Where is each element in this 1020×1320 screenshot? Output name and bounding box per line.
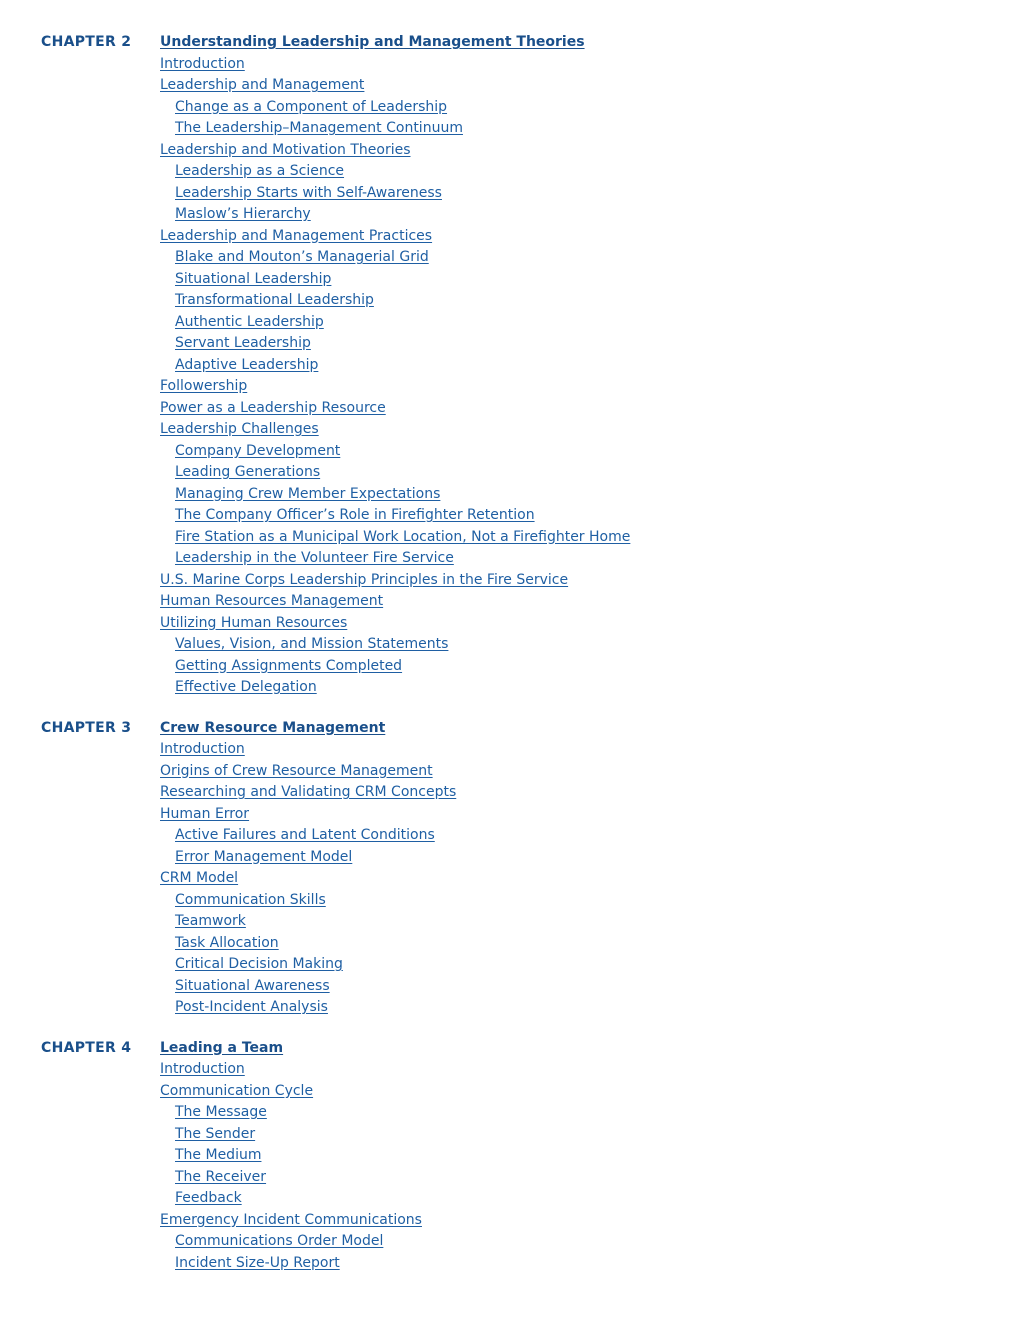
toc-subsection-link[interactable]: Managing Crew Member Expectations — [175, 485, 441, 502]
toc-subsection-link[interactable]: Leadership as a Science — [175, 163, 345, 179]
toc-subsection-link[interactable]: Fire Station as a Municipal Work Location, Not a Firefighter Home — [175, 528, 631, 545]
toc-section-link[interactable]: Utilizing Human Resources — [160, 614, 348, 631]
toc-section-link[interactable]: Introduction — [160, 741, 245, 757]
toc-section-link[interactable]: Emergency Incident Communications — [160, 1211, 422, 1228]
toc-subsection-link[interactable]: The Medium — [175, 1147, 262, 1163]
toc-subsection-link[interactable]: Servant Leadership — [175, 335, 311, 351]
chapter-label: CHAPTER 3 — [41, 719, 132, 736]
toc-subsection-link[interactable]: Teamwork — [175, 913, 246, 929]
toc-section-link[interactable]: Leadership and Management Practices — [160, 227, 433, 244]
toc-subsection-link[interactable]: Authentic Leadership — [175, 313, 324, 330]
chapter-entries — [160, 32, 1020, 699]
toc-subsection-link[interactable]: Adaptive Leadership — [175, 356, 319, 373]
chapter-entries — [160, 1038, 1020, 1275]
toc-section-link[interactable]: Leadership Challenges — [160, 421, 319, 437]
toc-section-link[interactable]: CRM Model — [160, 870, 239, 886]
toc-subsection-link[interactable]: Communications Order Model — [175, 1233, 384, 1249]
toc-section-link[interactable]: Researching and Validating CRM Concepts — [160, 784, 457, 800]
toc-subsection-link[interactable]: The Company Officer’s Role in Firefighter Retention — [175, 507, 535, 523]
toc-subsection-link[interactable]: Active Failures and Latent Conditions — [175, 827, 435, 843]
toc-section-link[interactable]: U.S. Marine Corps Leadership Principles in the Fire Service — [160, 571, 569, 588]
chapter-title-link[interactable]: Understanding Leadership and Management Theories — [160, 34, 585, 50]
toc-subsection-link[interactable]: Company Development — [175, 442, 341, 459]
table-of-contents — [0, 32, 1020, 1293]
toc-subsection-link[interactable]: The Sender — [175, 1125, 256, 1142]
chapter-section — [0, 1038, 1020, 1275]
toc-subsection-link[interactable]: Communication Skills — [175, 891, 326, 908]
toc-subsection-link[interactable]: The Message — [175, 1104, 267, 1120]
toc-subsection-link[interactable]: Getting Assignments Completed — [175, 657, 403, 674]
toc-subsection-link[interactable]: Feedback — [175, 1190, 242, 1206]
toc-section-link[interactable]: Introduction — [160, 1061, 245, 1077]
toc-subsection-link[interactable]: Error Management Model — [175, 848, 353, 865]
toc-subsection-link[interactable]: Blake and Mouton’s Managerial Grid — [175, 249, 429, 265]
toc-section-link[interactable]: Human Resources Management — [160, 593, 384, 609]
toc-subsection-link[interactable]: Effective Delegation — [175, 679, 317, 695]
chapter-entries — [160, 718, 1020, 1019]
toc-section-link[interactable]: Leadership and Motivation Theories — [160, 141, 411, 158]
toc-subsection-link[interactable]: Leadership in the Volunteer Fire Service — [175, 550, 454, 566]
toc-section-link[interactable]: Communication Cycle — [160, 1082, 314, 1099]
toc-section-link[interactable]: Power as a Leadership Resource — [160, 399, 386, 416]
chapter-title-link[interactable]: Crew Resource Management — [160, 719, 386, 736]
toc-section-link[interactable]: Introduction — [160, 55, 245, 72]
toc-subsection-link[interactable]: Task Allocation — [175, 934, 279, 951]
toc-subsection-link[interactable]: Leadership Starts with Self-Awareness — [175, 184, 442, 201]
toc-subsection-link[interactable]: Transformational Leadership — [175, 292, 374, 308]
chapter-label: CHAPTER 4 — [41, 1039, 132, 1056]
toc-section-link[interactable]: Leadership and Management — [160, 77, 365, 93]
toc-subsection-link[interactable]: The Leadership–Management Continuum — [175, 120, 463, 136]
toc-section-link[interactable]: Followership — [160, 378, 248, 394]
toc-subsection-link[interactable]: Post-Incident Analysis — [175, 999, 328, 1015]
toc-subsection-link[interactable]: Maslow’s Hierarchy — [175, 206, 311, 222]
toc-subsection-link[interactable]: Leading Generations — [175, 464, 321, 480]
toc-subsection-link[interactable]: Situational Awareness — [175, 977, 330, 994]
chapter-label: CHAPTER 2 — [41, 34, 132, 50]
toc-subsection-link[interactable]: Critical Decision Making — [175, 956, 343, 972]
chapter-section — [0, 718, 1020, 1019]
toc-section-link[interactable]: Human Error — [160, 805, 250, 822]
toc-section-link[interactable]: Origins of Crew Resource Management — [160, 762, 433, 779]
toc-subsection-link[interactable]: The Receiver — [175, 1168, 267, 1185]
toc-subsection-link[interactable]: Situational Leadership — [175, 270, 332, 287]
chapter-title-link[interactable]: Leading a Team — [160, 1039, 284, 1056]
toc-subsection-link[interactable]: Values, Vision, and Mission Statements — [175, 636, 449, 652]
chapter-section — [0, 32, 1020, 699]
toc-subsection-link[interactable]: Change as a Component of Leadership — [175, 98, 448, 115]
toc-subsection-link[interactable]: Incident Size-Up Report — [175, 1254, 340, 1271]
